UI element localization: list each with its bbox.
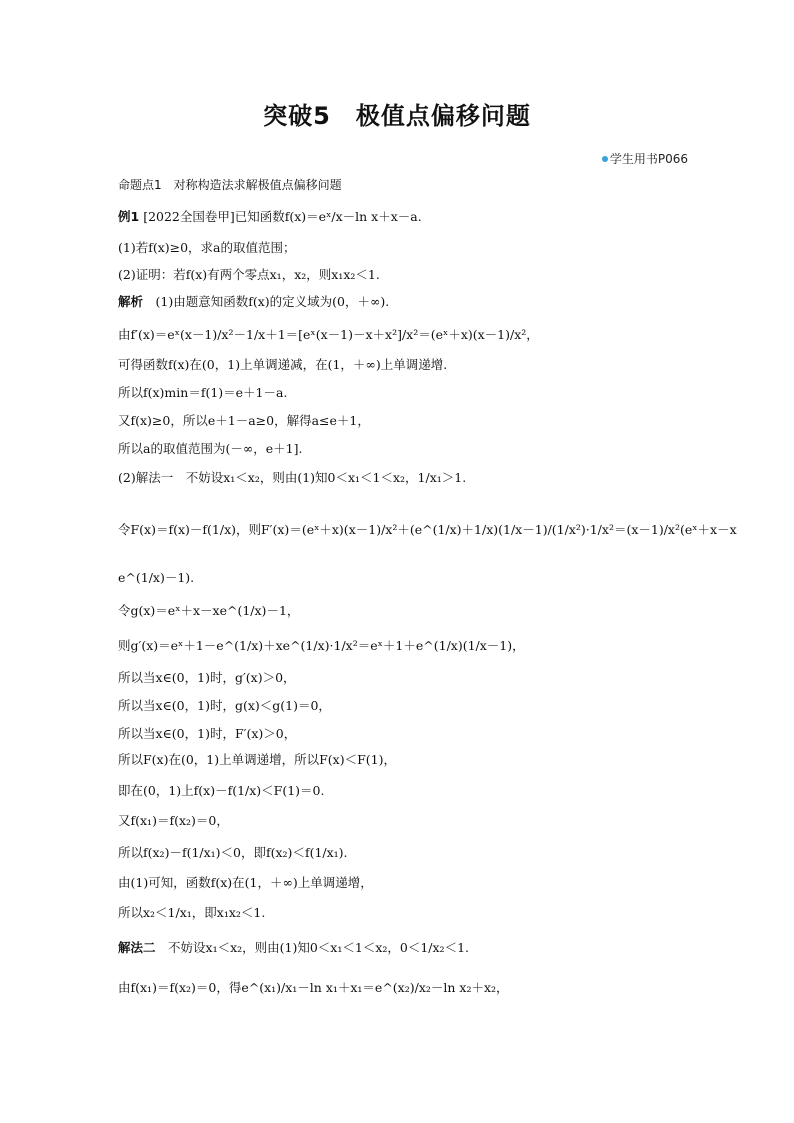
text-line: 所以a的取值范围为(－∞，e＋1]. xyxy=(118,441,303,456)
text-line: 可得函数f(x)在(0，1)上单调递减，在(1，＋∞)上单调递增. xyxy=(118,357,448,372)
text-line: 所以x₂＜1/x₁，即x₁x₂＜1. xyxy=(118,905,266,920)
example-text: [2022全国卷甲]已知函数f(x)＝eˣ/x－ln x＋x－a. xyxy=(143,209,422,224)
text-line: 又f(x)≥0，所以e＋1－a≥0，解得a≤e＋1， xyxy=(118,413,370,428)
text-line: (2)证明：若f(x)有两个零点x₁，x₂，则x₁x₂＜1. xyxy=(118,267,380,282)
text-line: 由f(x₁)＝f(x₂)＝0，得e^(x₁)/x₁－ln x₁＋x₁＝e^(x₂)/x₂－ln x₂＋x₂， xyxy=(118,980,509,995)
example-line xyxy=(118,209,422,225)
text-line: 所以F(x)在(0，1)上单调递增，所以F(x)＜F(1)， xyxy=(118,752,396,767)
text-line: 所以当x∈(0，1)时，F′(x)＞0， xyxy=(118,726,297,741)
text-line: (1)若f(x)≥0，求a的取值范围； xyxy=(118,240,296,255)
text-line: 则g′(x)＝eˣ＋1－e^(1/x)＋xe^(1/x)·1/x²＝eˣ＋1＋e^(1/x)(1/x－1)， xyxy=(118,638,525,653)
method-two-line xyxy=(118,940,469,956)
text-line: 即在(0，1)上f(x)－f(1/x)＜F(1)＝0. xyxy=(118,783,325,798)
text-line: (2)解法一 不妨设x₁＜x₂，则由(1)知0＜x₁＜1＜x₂，1/x₁＞1. xyxy=(118,470,467,485)
student-book-reference xyxy=(602,150,688,167)
text-line: 又f(x₁)＝f(x₂)＝0， xyxy=(118,813,229,828)
bullet-dot-icon xyxy=(602,156,608,162)
solution-line xyxy=(118,294,389,310)
text-line: 不妨设x₁＜x₂，则由(1)知0＜x₁＜1＜x₂，0＜1/x₂＜1. xyxy=(168,940,469,955)
text-line: 令g(x)＝eˣ＋x－xe^(1/x)－1， xyxy=(118,603,300,618)
text-line: 所以f(x)min＝f(1)＝e＋1－a. xyxy=(118,385,288,400)
text-line: 由(1)可知，函数f(x)在(1，＋∞)上单调递增， xyxy=(118,875,373,890)
text-line: (1)由题意知函数f(x)的定义域为(0，＋∞). xyxy=(155,294,390,309)
text-line: 所以当x∈(0，1)时，g′(x)＞0， xyxy=(118,670,296,685)
topic-heading: 命题点1 对称构造法求解极值点偏移问题 xyxy=(118,178,342,192)
example-label: 例1 xyxy=(118,209,140,224)
method-two-label: 解法二 xyxy=(118,940,156,955)
solution-label: 解析 xyxy=(118,294,144,309)
text-line: 令F(x)＝f(x)－f(1/x)，则F′(x)＝(eˣ＋x)(x－1)/x²＋(e^(1/x)＋1/x)(1/x－1)/(1/x²)·1/x²＝(x－1)/x²(eˣ＋x－x xyxy=(118,522,737,537)
page-title: 突破5 极值点偏移问题 xyxy=(263,102,531,130)
text-line: 由f′(x)＝eˣ(x－1)/x²－1/x＋1＝[eˣ(x－1)－x＋x²]/x²＝(eˣ＋x)(x－1)/x²， xyxy=(118,327,539,342)
reference-label: 学生用书P066 xyxy=(609,152,688,166)
text-line: 所以f(x₂)－f(1/x₁)＜0，即f(x₂)＜f(1/x₁). xyxy=(118,845,348,860)
text-line: 所以当x∈(0，1)时，g(x)＜g(1)＝0， xyxy=(118,698,331,713)
text-line: e^(1/x)－1). xyxy=(118,570,195,585)
